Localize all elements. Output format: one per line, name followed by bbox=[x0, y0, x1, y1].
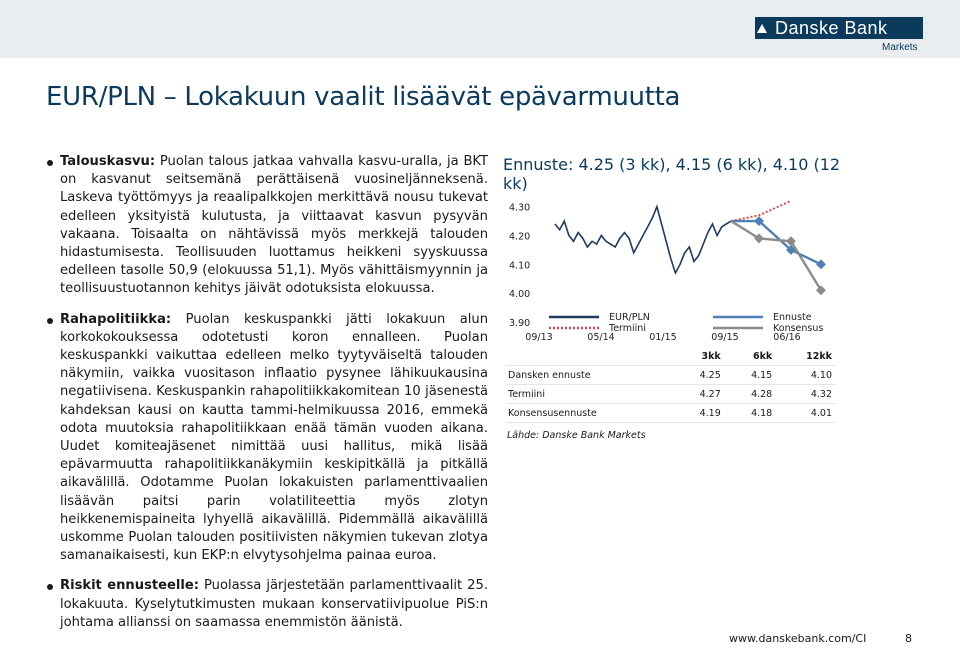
table-header-row bbox=[506, 347, 836, 366]
table-header-cell bbox=[506, 347, 673, 366]
bullet-risks bbox=[60, 577, 488, 632]
table-row-label: Termiini bbox=[506, 385, 673, 404]
legend-label: Konsensus bbox=[773, 323, 824, 334]
bullet-growth bbox=[60, 153, 488, 299]
x-tick-label: 05/14 bbox=[587, 332, 615, 343]
bullet-text: Puolan keskuspankki jätti lokakuun alun korkokokouksessa odotetusti koron ennalleen. Puolan keskuspankki vaikuttaa edelleen melko tyytyväiseltä talouden näkymiin, vaikka vuositason inflaatio pysynee lähikuukausina negatiivisena. Keskuspankin rahapolitiikkakomitean 10 jäsenestä kahdeksan kausi on kautta tammi-helmikuussa 2016, emmekä odota muutoksia rahapolitiikkaan enää tämän vuoden aikana. Uudet komiteajäsenet nimittää uusi hallitus, mikä lisää epävarmuutta rahapolitiikkanäkymiin keskipitkällä ja pitkällä aikavälillä. Odotamme Puolan lokakuisten parlamenttivaalien lisäävän paitsi parin volatiliteettia myös zlotyn heikkenemispaineita lyhyellä aikavälillä. Pidemmällä aikavälillä uskomme Puolan talouden positiivisten näkymien tukevan zlotya samanaikaisesti, kun EKP:n elvytysohjelma painaa euroa. bbox=[60, 311, 488, 564]
table-header-cell: 6kk bbox=[725, 347, 776, 366]
x-tick-label: 09/13 bbox=[525, 332, 553, 343]
table-header-cell: 12kk bbox=[776, 347, 836, 366]
source-note: Lähde: Danske Bank Markets bbox=[507, 430, 646, 441]
table-cell: 4.15 bbox=[725, 366, 776, 385]
y-tick-label: 4.30 bbox=[509, 202, 531, 214]
logo-mark-icon bbox=[755, 17, 769, 39]
y-tick-label: 4.10 bbox=[509, 260, 531, 272]
table-row-label: Dansken ennuste bbox=[506, 366, 673, 385]
konsensus-series-line bbox=[731, 221, 821, 290]
table-row bbox=[506, 366, 836, 385]
table-cell: 4.32 bbox=[776, 385, 836, 404]
table-cell: 4.01 bbox=[776, 404, 836, 423]
logo-subtitle: Markets bbox=[882, 42, 918, 53]
table-cell: 4.18 bbox=[725, 404, 776, 423]
bullet-text: Puolan talous jatkaa vahvalla kasvu-uralla, ja BKT on kasvanut seitsemänä perättäisenä vuosineljänneksenä. Laskeva työttömyys ja reaalipalkkojen merkittävä nousu tukevat edelleen yksityistä kulutusta, ja viittaavat kasvun pysyvän vakaana. Toisaalta on nähtävissä myös merkkejä talouden hidastumisesta. Teollisuuden luottamus heikkeni syyskuussa edelleen tasolle 50,9 (elokuussa 51,1). Myös vähittäismyynnin ja teollisuustuotannon kehitys jäivät odotuksista elokuussa. bbox=[60, 154, 488, 297]
y-tick-label: 4.20 bbox=[509, 231, 531, 243]
danske-bank-logo bbox=[755, 17, 923, 39]
table-cell: 4.28 bbox=[725, 385, 776, 404]
forecast-title: Ennuste: 4.25 (3 kk), 4.15 (6 kk), 4.10 (12 kk) bbox=[503, 155, 841, 193]
x-tick-label: 01/15 bbox=[649, 332, 677, 343]
table-cell: 4.27 bbox=[673, 385, 724, 404]
eurpln-series-line bbox=[555, 207, 731, 273]
ennuste-point bbox=[816, 259, 826, 269]
table-row bbox=[506, 404, 836, 423]
bullet-label: Riskit ennusteelle: bbox=[60, 578, 199, 594]
table-cell: 4.10 bbox=[776, 366, 836, 385]
forecast-table bbox=[506, 347, 836, 423]
legend-label: Ennuste bbox=[773, 312, 812, 323]
table-row bbox=[506, 385, 836, 404]
x-tick-label: 09/15 bbox=[711, 332, 739, 343]
bullet-monetary-policy bbox=[60, 311, 488, 566]
page-number: 8 bbox=[905, 632, 912, 645]
ennuste-series-line bbox=[731, 221, 821, 264]
bullet-label: Rahapolitiikka: bbox=[60, 311, 172, 327]
y-tick-label: 4.00 bbox=[509, 289, 531, 301]
table-header-cell: 3kk bbox=[673, 347, 724, 366]
logo-text: Danske Bank bbox=[775, 17, 888, 38]
footer-url[interactable]: www.danskebank.com/CI bbox=[729, 632, 867, 645]
table-row-label: Konsensusennuste bbox=[506, 404, 673, 423]
bullet-list bbox=[60, 153, 488, 644]
page-title: EUR/PLN – Lokakuun vaalit lisäävät epävarmuutta bbox=[46, 82, 681, 112]
termiini-series-line bbox=[731, 201, 791, 221]
legend-label: EUR/PLN bbox=[609, 312, 650, 323]
legend-label: Termiini bbox=[609, 323, 646, 334]
bullet-text: Puolassa järjestetään parlamenttivaalit 25. lokakuuta. Kyselytutkimusten mukaan konservatiivipuolue PiS:n johtama allianssi on saamassa enemmistön äänistä. bbox=[60, 578, 488, 630]
y-tick-label: 3.90 bbox=[509, 318, 531, 329]
table-cell: 4.25 bbox=[673, 366, 724, 385]
bullet-label: Talouskasvu: bbox=[60, 154, 156, 169]
x-tick-label: 06/16 bbox=[773, 332, 801, 343]
eurpln-chart bbox=[503, 190, 838, 345]
table-cell: 4.19 bbox=[673, 404, 724, 423]
